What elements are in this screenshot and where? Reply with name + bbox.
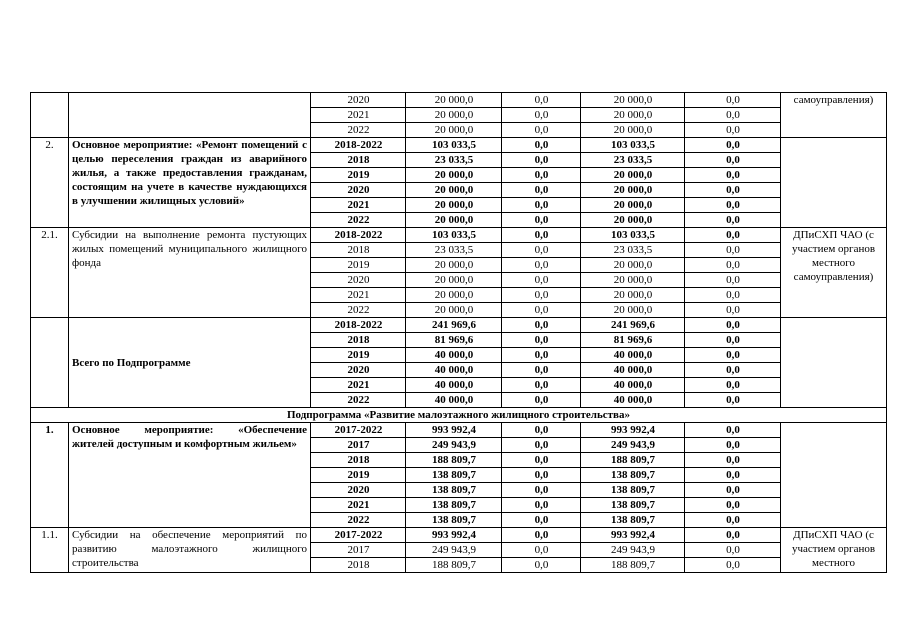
table-row (31, 93, 887, 108)
regional-cell: 40 000,0 (581, 393, 685, 408)
federal-cell: 0,0 (502, 543, 581, 558)
total-cell: 20 000,0 (406, 303, 502, 318)
item-number: 2.1. (31, 228, 69, 318)
regional-cell: 20 000,0 (581, 93, 685, 108)
federal-cell: 0,0 (502, 363, 581, 378)
responsible-executor (781, 423, 887, 528)
total-cell: 23 033,5 (406, 243, 502, 258)
total-cell: 138 809,7 (406, 483, 502, 498)
federal-cell: 0,0 (502, 558, 581, 573)
table-row (31, 528, 887, 543)
local-cell: 0,0 (685, 228, 781, 243)
total-cell: 20 000,0 (406, 183, 502, 198)
federal-cell: 0,0 (502, 498, 581, 513)
year-cell: 2021 (311, 198, 406, 213)
total-cell: 249 943,9 (406, 543, 502, 558)
local-cell: 0,0 (685, 243, 781, 258)
responsible-executor (781, 318, 887, 408)
local-cell: 0,0 (685, 423, 781, 438)
regional-cell: 23 033,5 (581, 153, 685, 168)
federal-cell: 0,0 (502, 438, 581, 453)
local-cell: 0,0 (685, 453, 781, 468)
year-cell: 2020 (311, 273, 406, 288)
total-cell: 23 033,5 (406, 153, 502, 168)
federal-cell: 0,0 (502, 138, 581, 153)
total-cell: 20 000,0 (406, 123, 502, 138)
total-cell: 993 992,4 (406, 423, 502, 438)
regional-cell: 138 809,7 (581, 468, 685, 483)
local-cell: 0,0 (685, 438, 781, 453)
year-cell: 2022 (311, 393, 406, 408)
local-cell: 0,0 (685, 138, 781, 153)
item-number (31, 93, 69, 138)
federal-cell: 0,0 (502, 183, 581, 198)
total-cell: 20 000,0 (406, 273, 502, 288)
federal-cell: 0,0 (502, 318, 581, 333)
regional-cell: 103 033,5 (581, 228, 685, 243)
item-name: Субсидии на обеспечение мероприятий по развитию малоэтажного жилищного строительства (69, 528, 311, 573)
regional-cell: 20 000,0 (581, 273, 685, 288)
regional-cell: 23 033,5 (581, 243, 685, 258)
local-cell: 0,0 (685, 543, 781, 558)
local-cell: 0,0 (685, 498, 781, 513)
item-name: Всего по Подпрограмме (69, 318, 311, 408)
total-cell: 993 992,4 (406, 528, 502, 543)
regional-cell: 188 809,7 (581, 453, 685, 468)
year-cell: 2017-2022 (311, 528, 406, 543)
local-cell: 0,0 (685, 258, 781, 273)
regional-cell: 138 809,7 (581, 483, 685, 498)
total-cell: 249 943,9 (406, 438, 502, 453)
local-cell: 0,0 (685, 123, 781, 138)
year-cell: 2018 (311, 153, 406, 168)
year-cell: 2019 (311, 348, 406, 363)
item-name: Субсидии на выполнение ремонта пустующих жилых помещений муниципального жилищного фонда (69, 228, 311, 318)
federal-cell: 0,0 (502, 348, 581, 363)
year-cell: 2018 (311, 333, 406, 348)
year-cell: 2018 (311, 453, 406, 468)
local-cell: 0,0 (685, 468, 781, 483)
regional-cell: 249 943,9 (581, 543, 685, 558)
federal-cell: 0,0 (502, 453, 581, 468)
total-cell: 40 000,0 (406, 378, 502, 393)
total-cell: 40 000,0 (406, 348, 502, 363)
year-cell: 2022 (311, 303, 406, 318)
total-cell: 20 000,0 (406, 288, 502, 303)
total-cell: 20 000,0 (406, 198, 502, 213)
local-cell: 0,0 (685, 393, 781, 408)
federal-cell: 0,0 (502, 93, 581, 108)
local-cell: 0,0 (685, 93, 781, 108)
regional-cell: 20 000,0 (581, 258, 685, 273)
year-cell: 2018-2022 (311, 318, 406, 333)
local-cell: 0,0 (685, 483, 781, 498)
federal-cell: 0,0 (502, 528, 581, 543)
table-row (31, 138, 887, 153)
regional-cell: 81 969,6 (581, 333, 685, 348)
federal-cell: 0,0 (502, 198, 581, 213)
item-number: 1.1. (31, 528, 69, 573)
local-cell: 0,0 (685, 528, 781, 543)
total-cell: 138 809,7 (406, 513, 502, 528)
total-cell: 40 000,0 (406, 393, 502, 408)
year-cell: 2018-2022 (311, 138, 406, 153)
regional-cell: 241 969,6 (581, 318, 685, 333)
year-cell: 2017-2022 (311, 423, 406, 438)
item-number: 1. (31, 423, 69, 528)
local-cell: 0,0 (685, 168, 781, 183)
federal-cell: 0,0 (502, 243, 581, 258)
federal-cell: 0,0 (502, 333, 581, 348)
year-cell: 2018 (311, 558, 406, 573)
year-cell: 2019 (311, 168, 406, 183)
responsible-executor: самоуправления) (781, 93, 887, 138)
year-cell: 2017 (311, 438, 406, 453)
year-cell: 2020 (311, 93, 406, 108)
table-row (31, 318, 887, 333)
regional-cell: 188 809,7 (581, 558, 685, 573)
federal-cell: 0,0 (502, 273, 581, 288)
federal-cell: 0,0 (502, 153, 581, 168)
subprogram-title: Подпрограмма «Развитие малоэтажного жилищного строительства» (31, 408, 887, 423)
table-row (31, 423, 887, 438)
local-cell: 0,0 (685, 273, 781, 288)
total-cell: 20 000,0 (406, 258, 502, 273)
regional-cell: 40 000,0 (581, 348, 685, 363)
regional-cell: 20 000,0 (581, 303, 685, 318)
year-cell: 2021 (311, 378, 406, 393)
regional-cell: 20 000,0 (581, 288, 685, 303)
responsible-executor: ДПиСХП ЧАО (с участием органов местного (781, 528, 887, 573)
total-cell: 241 969,6 (406, 318, 502, 333)
responsible-executor: ДПиСХП ЧАО (с участием органов местного самоуправления) (781, 228, 887, 318)
federal-cell: 0,0 (502, 108, 581, 123)
regional-cell: 103 033,5 (581, 138, 685, 153)
subprogram-header-row (31, 408, 887, 423)
year-cell: 2020 (311, 483, 406, 498)
total-cell: 138 809,7 (406, 468, 502, 483)
item-number: 2. (31, 138, 69, 228)
year-cell: 2019 (311, 258, 406, 273)
year-cell: 2018-2022 (311, 228, 406, 243)
local-cell: 0,0 (685, 108, 781, 123)
year-cell: 2022 (311, 123, 406, 138)
federal-cell: 0,0 (502, 423, 581, 438)
federal-cell: 0,0 (502, 123, 581, 138)
federal-cell: 0,0 (502, 228, 581, 243)
year-cell: 2021 (311, 498, 406, 513)
total-cell: 20 000,0 (406, 168, 502, 183)
local-cell: 0,0 (685, 333, 781, 348)
year-cell: 2021 (311, 108, 406, 123)
regional-cell: 993 992,4 (581, 528, 685, 543)
local-cell: 0,0 (685, 558, 781, 573)
regional-cell: 20 000,0 (581, 183, 685, 198)
local-cell: 0,0 (685, 348, 781, 363)
federal-cell: 0,0 (502, 168, 581, 183)
local-cell: 0,0 (685, 318, 781, 333)
total-cell: 103 033,5 (406, 138, 502, 153)
regional-cell: 40 000,0 (581, 378, 685, 393)
local-cell: 0,0 (685, 513, 781, 528)
item-name: Основное мероприятие: «Ремонт помещений с целью переселения граждан из аварийного жилья, а также предоставления гражданам, состоящим на учете в качестве нуждающихся в улучшении жилищных условий» (69, 138, 311, 228)
year-cell: 2021 (311, 288, 406, 303)
regional-cell: 20 000,0 (581, 168, 685, 183)
year-cell: 2018 (311, 243, 406, 258)
federal-cell: 0,0 (502, 513, 581, 528)
item-name: Основное мероприятие: «Обеспечение жителей доступным и комфортным жильем» (69, 423, 311, 528)
regional-cell: 138 809,7 (581, 498, 685, 513)
total-cell: 188 809,7 (406, 453, 502, 468)
federal-cell: 0,0 (502, 483, 581, 498)
item-number (31, 318, 69, 408)
local-cell: 0,0 (685, 153, 781, 168)
year-cell: 2020 (311, 183, 406, 198)
federal-cell: 0,0 (502, 288, 581, 303)
regional-cell: 993 992,4 (581, 423, 685, 438)
local-cell: 0,0 (685, 183, 781, 198)
local-cell: 0,0 (685, 213, 781, 228)
total-cell: 20 000,0 (406, 93, 502, 108)
regional-cell: 20 000,0 (581, 123, 685, 138)
financing-table (30, 92, 887, 573)
regional-cell: 138 809,7 (581, 513, 685, 528)
year-cell: 2022 (311, 213, 406, 228)
year-cell: 2020 (311, 363, 406, 378)
federal-cell: 0,0 (502, 393, 581, 408)
local-cell: 0,0 (685, 363, 781, 378)
item-name (69, 93, 311, 138)
federal-cell: 0,0 (502, 378, 581, 393)
local-cell: 0,0 (685, 198, 781, 213)
table-row (31, 228, 887, 243)
regional-cell: 20 000,0 (581, 108, 685, 123)
regional-cell: 40 000,0 (581, 363, 685, 378)
total-cell: 20 000,0 (406, 108, 502, 123)
total-cell: 40 000,0 (406, 363, 502, 378)
local-cell: 0,0 (685, 303, 781, 318)
total-cell: 188 809,7 (406, 558, 502, 573)
total-cell: 138 809,7 (406, 498, 502, 513)
responsible-executor (781, 138, 887, 228)
local-cell: 0,0 (685, 288, 781, 303)
year-cell: 2022 (311, 513, 406, 528)
total-cell: 103 033,5 (406, 228, 502, 243)
local-cell: 0,0 (685, 378, 781, 393)
regional-cell: 249 943,9 (581, 438, 685, 453)
total-cell: 20 000,0 (406, 213, 502, 228)
regional-cell: 20 000,0 (581, 198, 685, 213)
total-cell: 81 969,6 (406, 333, 502, 348)
regional-cell: 20 000,0 (581, 213, 685, 228)
year-cell: 2019 (311, 468, 406, 483)
federal-cell: 0,0 (502, 213, 581, 228)
federal-cell: 0,0 (502, 258, 581, 273)
federal-cell: 0,0 (502, 303, 581, 318)
federal-cell: 0,0 (502, 468, 581, 483)
year-cell: 2017 (311, 543, 406, 558)
